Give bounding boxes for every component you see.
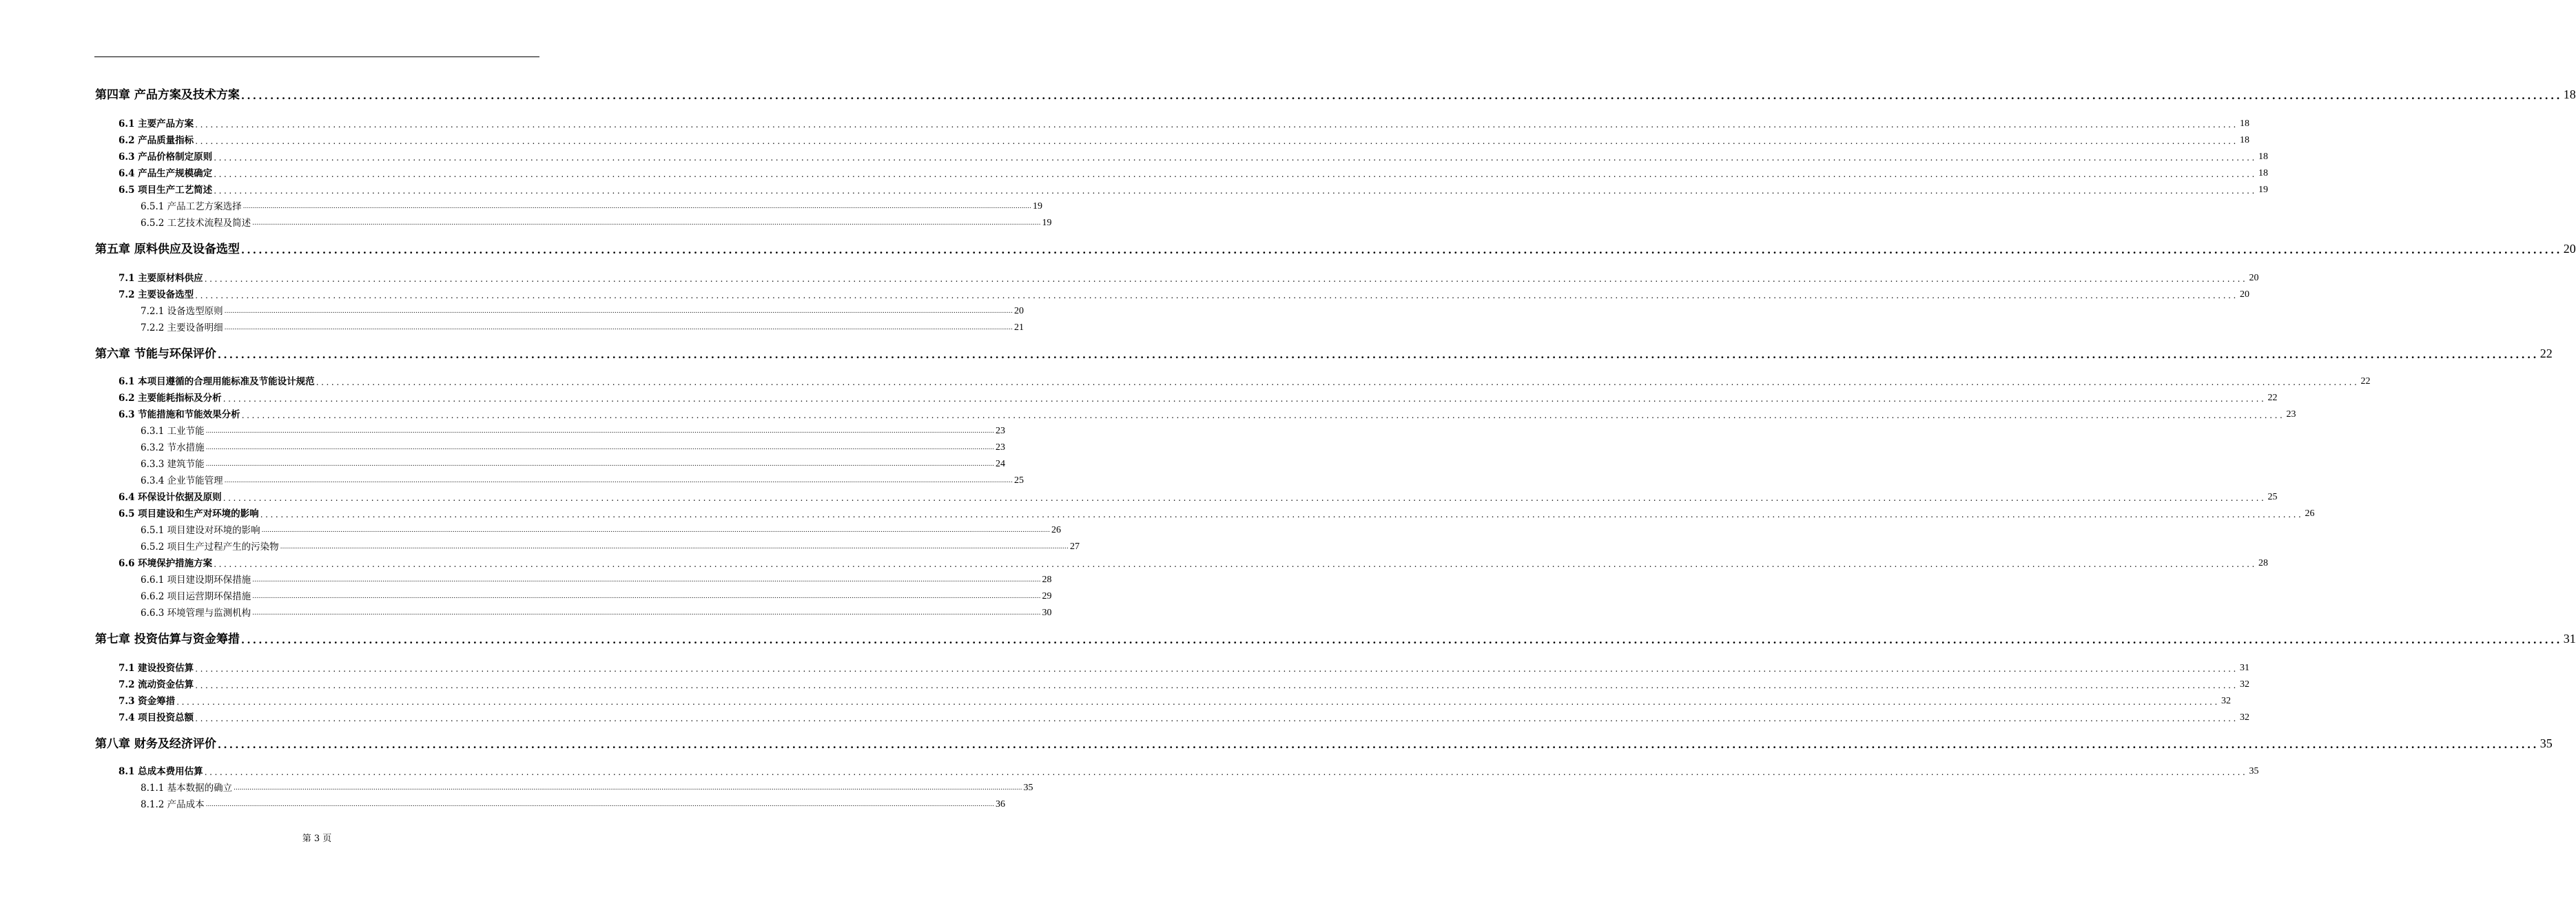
dot-leader: ................................................................................................................................................................................................................................................................................................................................................................................................................ [214,153,2257,163]
toc-entry-title: 6.6.3 环境管理与监测机构 [141,608,251,619]
toc-entry-page-number: 18 [2239,118,2249,129]
toc-entry-page-number: 31 [2239,663,2249,673]
dot-leader: ................................................................................................................................................................................................................................................................................................................................................................................................................ [195,120,2238,130]
toc-entry-subsection[interactable] [141,522,1061,536]
toc-entry-title: 6.5 项目建设和生产对环境的影响 [119,508,259,519]
toc-entry-section[interactable] [119,555,2268,569]
toc-entry-page-number: 32 [2239,679,2249,690]
toc-entry-section[interactable] [119,677,2249,690]
toc-entry-title: 第六章 节能与环保评价 [95,347,216,361]
toc-entry-subsection[interactable] [141,796,1005,810]
toc-entry-page-number: 36 [996,799,1005,810]
toc-entry-page-number: 22 [2539,347,2553,360]
toc-entry-title: 6.5.1 产品工艺方案选择 [141,201,242,212]
dot-leader: ................................................................................................................................................................................................................................................................................................................................................................................................................ [214,169,2257,179]
dot-leader: ................................................................................................................................................................................................................................................................................................................................................................................................................ [243,203,1031,210]
toc-entry-title: 8.1.1 基本数据的确立 [141,783,233,794]
toc-entry-page-number: 19 [2258,185,2268,195]
toc-entry-title: 7.1 建设投资估算 [119,663,194,674]
toc-entry-page-number: 35 [2249,766,2259,776]
toc-entry-title: 6.4 环保设计依据及原则 [119,492,222,503]
dot-leader: ................................................................................................................................................................................................................................................................................................................................................................................................................ [240,90,2562,102]
toc-entry-section[interactable] [119,506,2315,519]
toc-entry-section[interactable] [119,373,2371,387]
toc-entry-page-number: 21 [1014,322,1024,333]
toc-entry-page-number: 24 [996,459,1005,469]
toc-entry-title: 6.4 产品生产规模确定 [119,168,213,179]
toc-entry-page-number: 31 [2563,632,2576,646]
toc-entry-subsection[interactable] [141,215,1052,229]
dot-leader: ................................................................................................................................................................................................................................................................................................................................................................................................................ [224,324,1013,331]
toc-entry-subsection[interactable] [141,572,1052,586]
toc-entry-page-number: 35 [2539,736,2553,750]
dot-leader: ................................................................................................................................................................................................................................................................................................................................................................................................................ [176,697,2220,707]
toc-entry-page-number: 20 [2239,289,2249,300]
toc-entry-section[interactable] [119,489,2278,503]
dot-leader: ................................................................................................................................................................................................................................................................................................................................................................................................................ [224,308,1013,315]
toc-entry-title: 7.2 主要设备选型 [119,289,194,300]
toc-entry-subsection[interactable] [141,605,1052,619]
toc-entry-page-number: 18 [2239,135,2249,145]
toc-entry-title: 6.3 产品价格制定原则 [119,152,213,163]
dot-leader: ................................................................................................................................................................................................................................................................................................................................................................................................................ [280,544,1069,550]
toc-entry-subsection[interactable] [141,198,1042,212]
toc-entry-subsection[interactable] [141,473,1024,486]
toc-entry-title: 6.1 本项目遵循的合理用能标准及节能设计规范 [119,376,315,387]
toc-entry-title: 第七章 投资估算与资金筹措 [95,632,240,646]
toc-entry-chapter[interactable] [95,343,2553,361]
toc-entry-page-number: 23 [996,442,1005,453]
toc-entry-section[interactable] [119,710,2249,723]
dot-leader: ................................................................................................................................................................................................................................................................................................................................................................................................................ [195,664,2238,674]
toc-entry-page-number: 19 [1042,218,1052,228]
toc-entry-page-number: 22 [2360,376,2371,386]
toc-entry-page-number: 20 [2249,273,2259,283]
toc-entry-section[interactable] [119,182,2268,196]
toc-entry-page-number: 28 [1042,575,1052,585]
toc-entry-title: 6.1 主要产品方案 [119,118,194,130]
dot-leader: ................................................................................................................................................................................................................................................................................................................................................................................................................ [195,681,2238,690]
dot-leader: ................................................................................................................................................................................................................................................................................................................................................................................................................ [204,767,2248,777]
toc-entry-page-number: 25 [2267,492,2278,502]
toc-entry-title: 6.2 产品质量指标 [119,135,194,146]
toc-entry-page-number: 18 [2563,87,2576,101]
toc-entry-page-number: 18 [2258,168,2268,178]
toc-entry-section[interactable] [119,390,2278,404]
toc-entry-title: 6.3.4 企业节能管理 [141,475,223,486]
dot-leader: ................................................................................................................................................................................................................................................................................................................................................................................................................ [217,349,2539,361]
dot-leader: ................................................................................................................................................................................................................................................................................................................................................................................................................ [223,493,2267,503]
toc-entry-section[interactable] [119,406,2296,420]
toc-entry-page-number: 32 [2220,696,2231,706]
toc-entry-title: 第八章 财务及经济评价 [95,737,216,751]
dot-leader: ................................................................................................................................................................................................................................................................................................................................................................................................................ [214,186,2257,196]
dot-leader: ................................................................................................................................................................................................................................................................................................................................................................................................................ [224,477,1013,484]
dot-leader: ................................................................................................................................................................................................................................................................................................................................................................................................................ [195,136,2238,146]
toc-entry-title: 第四章 产品方案及技术方案 [95,88,240,102]
toc-entry-page-number: 19 [1033,201,1042,212]
toc-entry-title: 7.2 流动资金估算 [119,679,194,690]
toc-entry-page-number: 20 [1014,306,1024,316]
toc-entry-section[interactable] [119,132,2249,146]
toc-entry-subsection[interactable] [141,588,1052,602]
toc-entry-title: 7.1 主要原材料供应 [119,273,203,284]
toc-entry-title: 6.6.2 项目运营期环保措施 [141,591,251,602]
toc-entry-title: 6.3.2 节水措施 [141,442,205,453]
toc-entry-subsection[interactable] [141,539,1080,553]
dot-leader: ................................................................................................................................................................................................................................................................................................................................................................................................................ [205,801,994,808]
toc-entry-subsection[interactable] [141,423,1005,437]
toc-entry-page-number: 26 [2305,508,2315,519]
dot-leader: ................................................................................................................................................................................................................................................................................................................................................................................................................ [204,274,2248,284]
toc-entry-section[interactable] [119,149,2268,163]
dot-leader: ................................................................................................................................................................................................................................................................................................................................................................................................................ [214,559,2257,569]
toc-entry-subsection[interactable] [141,320,1024,333]
toc-entry-subsection[interactable] [141,780,1033,794]
dot-leader: ................................................................................................................................................................................................................................................................................................................................................................................................................ [260,510,2304,519]
toc-entry-page-number: 22 [2267,393,2278,403]
toc-entry-page-number: 32 [2239,712,2249,723]
toc-entry-page-number: 29 [1042,591,1052,601]
toc-entry-title: 6.5 项目生产工艺简述 [119,185,213,196]
dot-leader: ................................................................................................................................................................................................................................................................................................................................................................................................................ [316,378,2360,387]
dot-leader: ................................................................................................................................................................................................................................................................................................................................................................................................................ [261,527,1050,534]
toc-entry-page-number: 23 [996,426,1005,436]
toc-entry-title: 6.5.2 工艺技术流程及简述 [141,218,251,229]
toc-entry-page-number: 18 [2258,152,2268,162]
toc-entry-page-number: 27 [1070,542,1080,552]
toc-entry-page-number: 25 [1014,475,1024,486]
toc-entry-section[interactable] [119,660,2249,674]
dot-leader: ................................................................................................................................................................................................................................................................................................................................................................................................................ [205,428,994,435]
dot-leader: ................................................................................................................................................................................................................................................................................................................................................................................................................ [234,785,1022,792]
toc-entry-page-number: 35 [1023,783,1033,793]
dot-leader: ................................................................................................................................................................................................................................................................................................................................................................................................................ [252,220,1041,227]
dot-leader: ................................................................................................................................................................................................................................................................................................................................................................................................................ [252,593,1041,600]
toc-entry-title: 7.3 资金筹措 [119,696,176,707]
dot-leader: ................................................................................................................................................................................................................................................................................................................................................................................................................ [205,461,994,468]
toc-entry-section[interactable] [119,287,2249,300]
dot-leader: ................................................................................................................................................................................................................................................................................................................................................................................................................ [240,244,2562,256]
toc-entry-title: 7.4 项目投资总额 [119,712,194,723]
toc-entry-chapter[interactable] [95,628,2576,646]
toc-entry-title: 6.3.3 建筑节能 [141,459,205,470]
dot-leader: ................................................................................................................................................................................................................................................................................................................................................................................................................ [223,394,2267,404]
toc-entry-title: 6.3.1 工业节能 [141,426,205,437]
toc-entry-title: 6.5.1 项目建设对环境的影响 [141,525,260,536]
page-number-footer: 第 3 页 [302,834,332,844]
toc-entry-page-number: 23 [2286,409,2296,420]
toc-entry-title: 6.6.1 项目建设期环保措施 [141,575,251,586]
toc-entry-title: 8.1.2 产品成本 [141,799,205,810]
toc-entry-section[interactable] [119,165,2268,179]
toc-entry-section[interactable] [119,270,2259,284]
dot-leader: ................................................................................................................................................................................................................................................................................................................................................................................................................ [241,411,2285,420]
toc-entry-section[interactable] [119,763,2259,777]
toc-entry-title: 第五章 原料供应及设备选型 [95,243,240,256]
dot-leader: ................................................................................................................................................................................................................................................................................................................................................................................................................ [252,610,1041,617]
dot-leader: ................................................................................................................................................................................................................................................................................................................................................................................................................ [205,444,994,451]
toc-entry-title: 7.2.1 设备选型原则 [141,306,223,317]
toc-entry-title: 6.2 主要能耗指标及分析 [119,393,222,404]
toc-entry-chapter[interactable] [95,84,2576,102]
toc-entry-page-number: 20 [2563,242,2576,256]
dot-leader: ................................................................................................................................................................................................................................................................................................................................................................................................................ [252,577,1041,584]
toc-entry-section[interactable] [119,116,2249,130]
toc-entry-subsection[interactable] [141,440,1005,453]
dot-leader: ................................................................................................................................................................................................................................................................................................................................................................................................................ [217,739,2539,751]
toc-entry-title: 7.2.2 主要设备明细 [141,322,223,333]
toc-entry-chapter[interactable] [95,238,2576,256]
toc-entry-page-number: 26 [1051,525,1061,535]
toc-entry-title: 6.6 环境保护措施方案 [119,558,213,569]
toc-entry-subsection[interactable] [141,303,1024,317]
toc-entry-page-number: 30 [1042,608,1052,618]
toc-entry-page-number: 28 [2258,558,2268,568]
toc-entry-title: 6.5.2 项目生产过程产生的污染物 [141,542,279,553]
toc-entry-title: 8.1 总成本费用估算 [119,766,203,777]
dot-leader: ................................................................................................................................................................................................................................................................................................................................................................................................................ [195,714,2238,723]
toc-entry-title: 6.3 节能措施和节能效果分析 [119,409,240,420]
dot-leader: ................................................................................................................................................................................................................................................................................................................................................................................................................ [240,634,2562,646]
toc-entry-chapter[interactable] [95,733,2553,751]
toc-entry-subsection[interactable] [141,456,1005,470]
toc-entry-section[interactable] [119,693,2231,707]
dot-leader: ................................................................................................................................................................................................................................................................................................................................................................................................................ [195,291,2238,300]
